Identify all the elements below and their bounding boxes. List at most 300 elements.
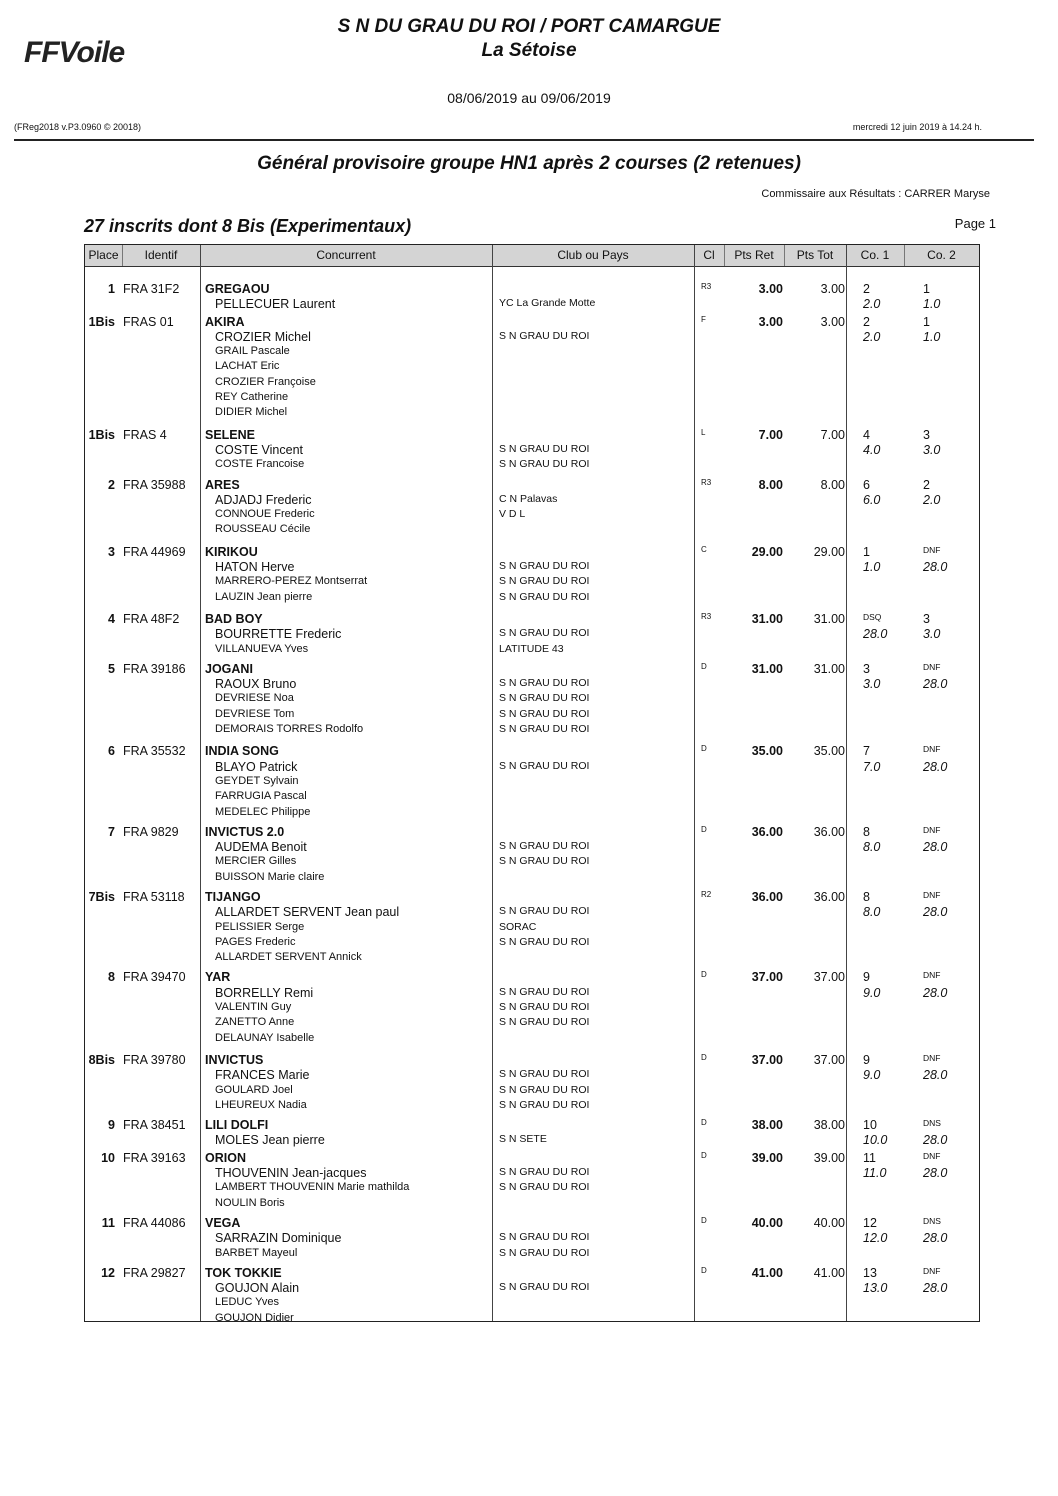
- race2-score: 28.0: [923, 759, 948, 774]
- sail-number: FRA 44086: [123, 1215, 186, 1230]
- crew-name: VALENTIN Guy: [215, 1001, 292, 1014]
- row-line: [85, 545, 979, 560]
- sail-number: FRAS 4: [123, 427, 167, 442]
- table-row: [85, 825, 979, 886]
- crew-club: S N GRAU DU ROI: [499, 1016, 590, 1029]
- race2-rank: 1: [923, 282, 930, 296]
- crew-club: S N GRAU DU ROI: [499, 575, 590, 588]
- crew-club: S N GRAU DU ROI: [499, 1281, 590, 1294]
- row-line: [85, 478, 979, 493]
- crew-club: S N GRAU DU ROI: [499, 1001, 590, 1014]
- race1-score: 4.0: [863, 442, 881, 457]
- crew-name: LAUZIN Jean pierre: [215, 590, 313, 603]
- sail-number: FRA 39186: [123, 661, 186, 676]
- row-line: [85, 871, 979, 886]
- crew-name: ALLARDET SERVENT Annick: [215, 951, 362, 964]
- table-row: [85, 970, 979, 1046]
- boat-name: INVICTUS 2.0: [205, 824, 285, 839]
- race1-rank: 8: [863, 824, 870, 839]
- crew-name: PAGES Frederic: [215, 935, 296, 948]
- crew-name: MEDELEC Philippe: [215, 805, 311, 818]
- row-line: [85, 970, 979, 985]
- col-pts-ret: Pts Ret: [734, 248, 774, 262]
- race2-score: 28.0: [923, 1166, 948, 1181]
- race1-rank: 13: [863, 1265, 877, 1280]
- class-code: D: [701, 1265, 707, 1275]
- race2-rank: DNF: [923, 544, 941, 555]
- sail-number: FRA 44969: [123, 544, 186, 559]
- entries-count: 27 inscrits dont 8 Bis (Experimentaux): [84, 216, 412, 236]
- boat-name: INDIA SONG: [205, 744, 279, 759]
- crew-name: CONNOUE Frederic: [215, 508, 315, 521]
- crew-club: S N GRAU DU ROI: [499, 1098, 590, 1111]
- row-line: [85, 708, 979, 723]
- place-value: 2: [108, 477, 115, 492]
- crew-club: C N Palavas: [499, 492, 558, 505]
- crew-name: FARRUGIA Pascal: [215, 790, 307, 803]
- table-row: [85, 428, 979, 474]
- class-code: R2: [701, 889, 712, 899]
- row-line: [85, 282, 979, 297]
- boat-name: BAD BOY: [205, 611, 263, 626]
- race2-score: 28.0: [923, 560, 948, 575]
- race2-score: 28.0: [923, 1231, 948, 1246]
- race1-rank: 11: [863, 1150, 876, 1165]
- table-row: [85, 315, 979, 422]
- crew-name: VILLANUEVA Yves: [215, 642, 309, 655]
- row-line: [85, 391, 979, 406]
- race2-score: 1.0: [923, 329, 941, 344]
- row-line: [85, 1281, 979, 1296]
- points-total: 37.00: [813, 1052, 845, 1067]
- crew-name: BORRELLY Remi: [215, 985, 314, 1000]
- crew-name: LACHAT Eric: [215, 360, 280, 373]
- crew-club: S N GRAU DU ROI: [499, 1231, 590, 1244]
- crew-name: DEVRIESE Tom: [215, 707, 295, 720]
- row-line: [85, 428, 979, 443]
- crew-club: S N GRAU DU ROI: [499, 905, 590, 918]
- col-pts-tot: Pts Tot: [796, 248, 834, 262]
- row-line: [85, 1118, 979, 1133]
- row-line: [85, 890, 979, 905]
- crew-club: LATITUDE 43: [499, 642, 564, 655]
- place-value: 1Bis: [88, 314, 115, 329]
- crew-name: GOUJON Didier: [215, 1311, 294, 1324]
- points-retained: 7.00: [758, 427, 783, 442]
- row-line: [85, 692, 979, 707]
- points-retained: 3.00: [758, 314, 783, 329]
- crew-name: BARBET Mayeul: [215, 1246, 298, 1259]
- place-value: 12: [101, 1265, 115, 1280]
- race2-rank: 2: [923, 477, 930, 492]
- race2-rank: DNF: [923, 824, 941, 835]
- row-line: [85, 406, 979, 421]
- col-co1: Co. 1: [860, 248, 890, 262]
- crew-club: V D L: [499, 508, 526, 521]
- class-code: R3: [701, 477, 712, 487]
- row-line: [85, 760, 979, 775]
- race2-rank: DNS: [923, 1215, 941, 1226]
- row-line: [85, 986, 979, 1001]
- place-value: 9: [108, 1118, 115, 1133]
- crew-name: COSTE Vincent: [215, 442, 304, 457]
- race2-score: 28.0: [923, 905, 948, 920]
- points-retained: 3.00: [758, 282, 783, 296]
- row-line: [85, 330, 979, 345]
- row-line: [85, 790, 979, 805]
- crew-name: GOUJON Alain: [215, 1281, 300, 1296]
- commissaire: Commissaire aux Résultats : CARRER Maryse: [761, 188, 990, 200]
- points-retained: 35.00: [751, 744, 783, 759]
- row-line: [85, 443, 979, 458]
- points-retained: 37.00: [751, 1052, 783, 1067]
- row-line: [85, 612, 979, 627]
- race2-rank: DNF: [923, 1052, 941, 1063]
- class-code: D: [701, 1150, 707, 1160]
- col-place: Place: [88, 248, 119, 262]
- class-code: R3: [701, 611, 712, 621]
- table-row: [85, 545, 979, 606]
- race1-score: 3.0: [863, 677, 881, 692]
- print-timestamp: mercredi 12 juin 2019 à 14.24 h.: [852, 122, 982, 132]
- crew-club: S N GRAU DU ROI: [499, 840, 590, 853]
- row-line: [85, 1166, 979, 1181]
- race1-rank: 2: [863, 314, 870, 329]
- table-row: [85, 1053, 979, 1114]
- col-concurrent: Concurrent: [316, 248, 376, 262]
- row-line: [85, 1151, 979, 1166]
- row-line: [85, 840, 979, 855]
- row-line: [85, 1197, 979, 1212]
- race1-score: 8.0: [863, 840, 881, 855]
- row-line: [85, 806, 979, 821]
- points-total: 3.00: [820, 282, 845, 296]
- points-retained: 37.00: [751, 970, 783, 985]
- crew-name: HATON Herve: [215, 560, 295, 575]
- crew-name: BOURRETTE Frederic: [215, 627, 342, 642]
- place-value: 8: [108, 970, 115, 985]
- row-line: [85, 951, 979, 966]
- row-line: [85, 1247, 979, 1262]
- software-version: (FReg2018 v.P3.0960 © 20018): [14, 122, 142, 132]
- crew-club: S N GRAU DU ROI: [499, 1166, 590, 1179]
- class-code: D: [701, 1215, 707, 1225]
- points-total: 38.00: [813, 1118, 845, 1133]
- row-line: [85, 744, 979, 759]
- race2-rank: 3: [923, 427, 930, 442]
- crew-name: CROZIER Michel: [215, 329, 311, 344]
- row-line: [85, 1099, 979, 1114]
- class-code: D: [701, 970, 707, 980]
- table-row: [85, 744, 979, 820]
- crew-name: SARRAZIN Dominique: [215, 1231, 342, 1246]
- crew-name: RAOUX Bruno: [215, 677, 297, 692]
- race1-score: 28.0: [863, 627, 888, 642]
- crew-name: MOLES Jean pierre: [215, 1133, 325, 1148]
- row-line: [85, 523, 979, 538]
- col-divider: [784, 245, 785, 266]
- race2-score: 3.0: [923, 627, 941, 642]
- boat-name: GREGAOU: [205, 282, 270, 296]
- table-body: [85, 266, 979, 1327]
- crew-club: S N GRAU DU ROI: [499, 723, 590, 736]
- class-code: D: [701, 824, 707, 834]
- points-total: 41.00: [813, 1265, 845, 1280]
- boat-name: KIRIKOU: [205, 544, 258, 559]
- points-total: 7.00: [820, 427, 845, 442]
- place-value: 1: [108, 282, 115, 296]
- crew-name: CROZIER Françoise: [215, 375, 316, 388]
- class-code: R3: [701, 282, 712, 291]
- crew-club: S N GRAU DU ROI: [499, 759, 590, 772]
- race2-rank: DNF: [923, 889, 941, 900]
- class-code: D: [701, 744, 707, 754]
- row-line: [85, 1181, 979, 1196]
- race1-rank: 9: [863, 970, 870, 985]
- sail-number: FRA 9829: [123, 824, 179, 839]
- row-line: [85, 855, 979, 870]
- row-line: [85, 315, 979, 330]
- points-retained: 41.00: [751, 1265, 783, 1280]
- row-line: [85, 345, 979, 360]
- race1-score: 10.0: [863, 1133, 888, 1148]
- event-dates: 08/06/2019 au 09/06/2019: [447, 90, 611, 106]
- boat-name: AKIRA: [205, 314, 245, 329]
- results-title: Général provisoire groupe HN1 après 2 courses (2 retenues): [257, 153, 801, 174]
- crew-club: S N GRAU DU ROI: [499, 985, 590, 998]
- page-number: Page 1: [954, 216, 996, 231]
- row-line: [85, 1016, 979, 1031]
- row-line: [85, 360, 979, 375]
- crew-club: S N SETE: [499, 1133, 547, 1146]
- class-code: F: [701, 314, 706, 324]
- race1-score: 9.0: [863, 985, 881, 1000]
- place-value: 6: [108, 744, 115, 759]
- points-retained: 31.00: [751, 661, 783, 676]
- row-line: [85, 1296, 979, 1311]
- race2-rank: DNS: [923, 1118, 941, 1129]
- row-line: [85, 591, 979, 606]
- sail-number: FRA 53118: [123, 889, 185, 904]
- race2-rank: DNF: [923, 744, 941, 755]
- crew-name: ADJADJ Frederic: [215, 492, 312, 507]
- sail-number: FRA 31F2: [123, 282, 180, 296]
- row-line: [85, 936, 979, 951]
- crew-club: SORAC: [499, 920, 537, 933]
- crew-name: AUDEMA Benoit: [215, 840, 307, 855]
- crew-club: S N GRAU DU ROI: [499, 329, 590, 342]
- race2-score: 28.0: [923, 1133, 948, 1148]
- points-total: 29.00: [813, 544, 845, 559]
- sail-number: FRAS 01: [123, 314, 174, 329]
- race1-rank: 7: [863, 744, 870, 759]
- crew-name: DIDIER Michel: [215, 406, 288, 419]
- club-title: S N DU GRAU DU ROI / PORT CAMARGUE: [337, 16, 721, 37]
- sail-number: FRA 39780: [123, 1052, 186, 1067]
- row-line: [85, 1068, 979, 1083]
- place-value: 7Bis: [88, 889, 115, 904]
- crew-name: LEDUC Yves: [215, 1296, 279, 1309]
- table-row: [85, 478, 979, 539]
- crew-name: ALLARDET SERVENT Jean paul: [215, 905, 400, 920]
- crew-name: ZANETTO Anne: [215, 1016, 295, 1029]
- crew-name: PELLECUER Laurent: [215, 297, 336, 312]
- crew-name: LHEUREUX Nadia: [215, 1098, 307, 1111]
- race1-score: 12.0: [863, 1231, 888, 1246]
- row-line: [85, 458, 979, 473]
- race1-rank: 4: [863, 427, 870, 442]
- place-value: 4: [108, 611, 115, 626]
- row-line: [85, 1231, 979, 1246]
- race1-score: 2.0: [863, 297, 881, 312]
- boat-name: INVICTUS: [205, 1052, 264, 1067]
- points-retained: 36.00: [751, 889, 783, 904]
- crew-name: MERCIER Gilles: [215, 855, 297, 868]
- row-line: [85, 1216, 979, 1231]
- race1-score: 13.0: [863, 1281, 888, 1296]
- crew-name: PELISSIER Serge: [215, 920, 305, 933]
- place-value: 5: [108, 661, 115, 676]
- points-retained: 8.00: [758, 477, 783, 492]
- race2-score: 28.0: [923, 1281, 948, 1296]
- crew-name: THOUVENIN Jean-jacques: [215, 1166, 367, 1181]
- crew-club: S N GRAU DU ROI: [499, 1246, 590, 1259]
- row-line: [85, 508, 979, 523]
- race2-rank: DNF: [923, 661, 941, 672]
- crew-club: S N GRAU DU ROI: [499, 707, 590, 720]
- row-line: [85, 643, 979, 658]
- boat-name: JOGANI: [205, 661, 253, 676]
- row-line: [85, 677, 979, 692]
- row-line: [85, 376, 979, 391]
- crew-name: GRAIL Pascale: [215, 345, 290, 358]
- boat-name: TOK TOKKIE: [205, 1265, 282, 1280]
- row-line: [85, 825, 979, 840]
- sail-number: FRA 39470: [123, 970, 186, 985]
- crew-name: REY Catherine: [215, 391, 289, 404]
- crew-name: DEVRIESE Noa: [215, 692, 294, 705]
- crew-name: MARRERO-PEREZ Montserrat: [215, 575, 368, 588]
- sail-number: FRA 35532: [123, 744, 186, 759]
- points-retained: 40.00: [751, 1215, 783, 1230]
- row-line: [85, 1032, 979, 1047]
- crew-name: BLAYO Patrick: [215, 759, 298, 774]
- crew-name: LAMBERT THOUVENIN Marie mathilda: [215, 1181, 410, 1194]
- class-code: D: [701, 661, 707, 671]
- race1-rank: 10: [863, 1118, 877, 1133]
- row-line: [85, 627, 979, 642]
- boat-name: ORION: [205, 1150, 246, 1165]
- crew-name: DELAUNAY Isabelle: [215, 1031, 315, 1044]
- class-code: D: [701, 1052, 707, 1062]
- points-retained: 31.00: [751, 611, 783, 626]
- row-line: [85, 1001, 979, 1016]
- race1-rank: 2: [863, 282, 870, 296]
- col-cl: Cl: [703, 248, 715, 262]
- crew-name: BUISSON Marie claire: [215, 870, 325, 883]
- row-line: [85, 905, 979, 920]
- race1-score: 7.0: [863, 759, 881, 774]
- race2-rank: DNF: [923, 1150, 941, 1161]
- table-header: [85, 245, 979, 267]
- crew-club: S N GRAU DU ROI: [499, 1068, 590, 1081]
- race1-rank: DSQ: [863, 611, 882, 622]
- col-club: Club ou Pays: [557, 248, 629, 262]
- crew-name: GOULARD Joel: [215, 1083, 293, 1096]
- results-table: [84, 244, 980, 1322]
- place-value: 11: [101, 1215, 115, 1230]
- race2-rank: 3: [923, 611, 930, 626]
- col-co2: Co. 2: [927, 248, 956, 262]
- points-total: 31.00: [813, 611, 845, 626]
- race1-rank: 3: [863, 661, 870, 676]
- col-divider: [724, 245, 725, 266]
- crew-club: S N GRAU DU ROI: [499, 560, 590, 573]
- crew-club: S N GRAU DU ROI: [499, 855, 590, 868]
- boat-name: ARES: [205, 477, 240, 492]
- points-total: 8.00: [820, 477, 845, 492]
- crew-club: YC La Grande Motte: [499, 297, 596, 310]
- race2-score: 3.0: [923, 442, 941, 457]
- row-line: [85, 560, 979, 575]
- header-divider: [14, 139, 1034, 141]
- points-total: 3.00: [820, 314, 845, 329]
- race1-rank: 9: [863, 1052, 870, 1067]
- place-value: 1Bis: [88, 427, 115, 442]
- place-value: 8Bis: [88, 1052, 115, 1067]
- points-retained: 38.00: [751, 1118, 783, 1133]
- table-row: [85, 1118, 979, 1149]
- row-line: [85, 1312, 979, 1327]
- col-divider: [904, 245, 905, 266]
- points-total: 37.00: [813, 970, 845, 985]
- race1-score: 1.0: [863, 560, 881, 575]
- crew-club: S N GRAU DU ROI: [499, 458, 590, 471]
- points-total: 36.00: [813, 889, 845, 904]
- col-divider: [122, 245, 123, 266]
- race1-rank: 12: [863, 1215, 877, 1230]
- event-title: La Sétoise: [481, 40, 577, 61]
- points-total: 39.00: [813, 1150, 845, 1165]
- boat-name: LILI DOLFI: [205, 1118, 269, 1133]
- row-line: [85, 921, 979, 936]
- points-retained: 36.00: [751, 824, 783, 839]
- race1-rank: 6: [863, 477, 870, 492]
- crew-club: S N GRAU DU ROI: [499, 677, 590, 690]
- sail-number: FRA 29827: [123, 1265, 186, 1280]
- row-line: [85, 1266, 979, 1281]
- row-line: [85, 723, 979, 738]
- row-line: [85, 775, 979, 790]
- place-value: 7: [108, 824, 115, 839]
- points-total: 35.00: [813, 744, 845, 759]
- crew-club: S N GRAU DU ROI: [499, 627, 590, 640]
- table-row: [85, 662, 979, 738]
- points-retained: 39.00: [751, 1150, 783, 1165]
- race2-rank: 1: [923, 314, 930, 329]
- row-line: [85, 1053, 979, 1068]
- crew-club: S N GRAU DU ROI: [499, 1181, 590, 1194]
- race2-rank: DNF: [923, 970, 941, 981]
- race2-score: 28.0: [923, 840, 948, 855]
- row-line: [85, 1084, 979, 1099]
- points-retained: 29.00: [751, 544, 783, 559]
- boat-name: VEGA: [205, 1215, 241, 1230]
- race2-score: 28.0: [923, 677, 948, 692]
- row-line: [85, 662, 979, 677]
- table-row: [85, 890, 979, 966]
- boat-name: TIJANGO: [205, 889, 261, 904]
